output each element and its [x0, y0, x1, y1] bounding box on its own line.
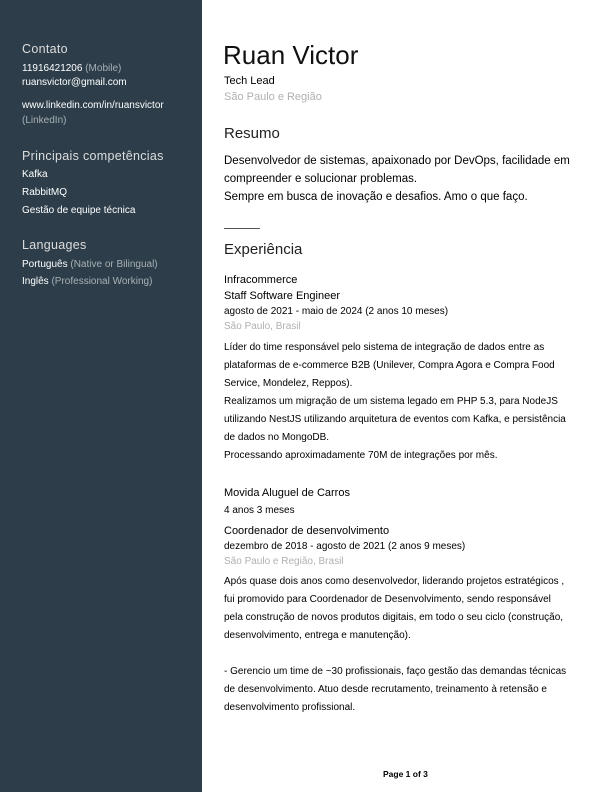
phone-number: 11916421206 [22, 63, 83, 74]
description-line: desenvolvimento, entrega e manutenção). [224, 630, 411, 641]
language-name: Português [22, 259, 68, 270]
job-dates: agosto de 2021 - maio de 2024 (2 anos 10 meses) [224, 306, 449, 317]
job-description [224, 339, 566, 465]
description-line: desenvolvimento profissional. [224, 702, 356, 713]
description-line: pela construção de novos produtos digitais, em todo o seu ciclo (construção, [224, 612, 564, 623]
job-dates: dezembro de 2018 - agosto de 2021 (2 anos 9 meses) [224, 541, 466, 552]
headline: Tech Lead [224, 75, 275, 87]
linkedin-link[interactable]: www.linkedin.com/in/ruansvictor [22, 100, 164, 111]
description-line: de dados no MongoDB. [224, 432, 330, 443]
skill-item: Kafka [22, 169, 48, 180]
description-line: - Gerencio um time de ~30 profissionais, faço gestão das demandas técnicas [224, 666, 567, 677]
company-name: Movida Aluguel de Carros [224, 487, 350, 499]
linkedin-label: (LinkedIn) [22, 115, 67, 126]
description-line: Realizamos um migração de um sistema legado em PHP 5.3, para NodeJS [224, 396, 558, 407]
language-name: Inglês [22, 276, 49, 287]
description-line: plataformas de e-commerce B2B (Unilever, Compra Agora e Compra Food [224, 360, 555, 371]
language-item [22, 276, 152, 287]
description-line: Após quase dois anos como desenvolvedor, liderando projetos estratégicos , [224, 576, 565, 587]
job-description [224, 573, 566, 717]
skills-heading: Principais competências [22, 149, 164, 163]
job-title: Coordenador de desenvolvimento [224, 525, 390, 537]
language-level: (Native or Bilingual) [70, 259, 158, 270]
summary-heading: Resumo [224, 125, 280, 142]
description-line: Líder do time responsável pelo sistema de integração de dados entre as [224, 342, 545, 353]
languages-heading: Languages [22, 238, 87, 252]
company-duration: 4 anos 3 meses [224, 505, 295, 516]
experience-heading: Experiência [224, 241, 303, 258]
contact-heading: Contato [22, 42, 68, 56]
skill-item: RabbitMQ [22, 187, 68, 198]
summary-line: Desenvolvedor de sistemas, apaixonado por DevOps, facilidade em [224, 155, 570, 167]
skill-item: Gestão de equipe técnica [22, 205, 136, 216]
description-line: Processando aproximadamente 70M de integrações por mês. [224, 450, 498, 461]
email-link[interactable]: ruansvictor@gmail.com [22, 77, 127, 88]
language-item [22, 259, 158, 270]
description-line [224, 645, 566, 663]
job-title: Staff Software Engineer [224, 290, 340, 302]
profile-name: Ruan Victor [223, 40, 359, 70]
description-line: Service, Mondelez, Reppos). [224, 378, 353, 389]
summary-text [224, 152, 570, 206]
page-number: Page 1 of 3 [383, 769, 428, 779]
phone-type: (Mobile) [85, 63, 122, 74]
divider [224, 228, 260, 229]
description-line: fui promovido para Coordenador de Desenvolvimento, sendo responsável [224, 594, 551, 605]
description-line: utilizando NestJS utilizando arquitetura de eventos com Kafka, e persistência [224, 414, 566, 425]
summary-line: compreender e solucionar problemas. [224, 173, 418, 185]
job-location: São Paulo e Região, Brasil [224, 556, 344, 567]
description-line: de desenvolvimento. Atuo desde recrutamento, treinamento à retensão e [224, 684, 547, 695]
phone [22, 63, 121, 74]
company-name: Infracommerce [224, 274, 298, 286]
location: São Paulo e Região [224, 91, 322, 103]
sidebar [0, 0, 202, 792]
summary-line: Sempre em busca de inovação e desafios. Amo o que faço. [224, 191, 528, 203]
language-level: (Professional Working) [51, 276, 153, 287]
job-location: São Paulo, Brasil [224, 321, 301, 332]
